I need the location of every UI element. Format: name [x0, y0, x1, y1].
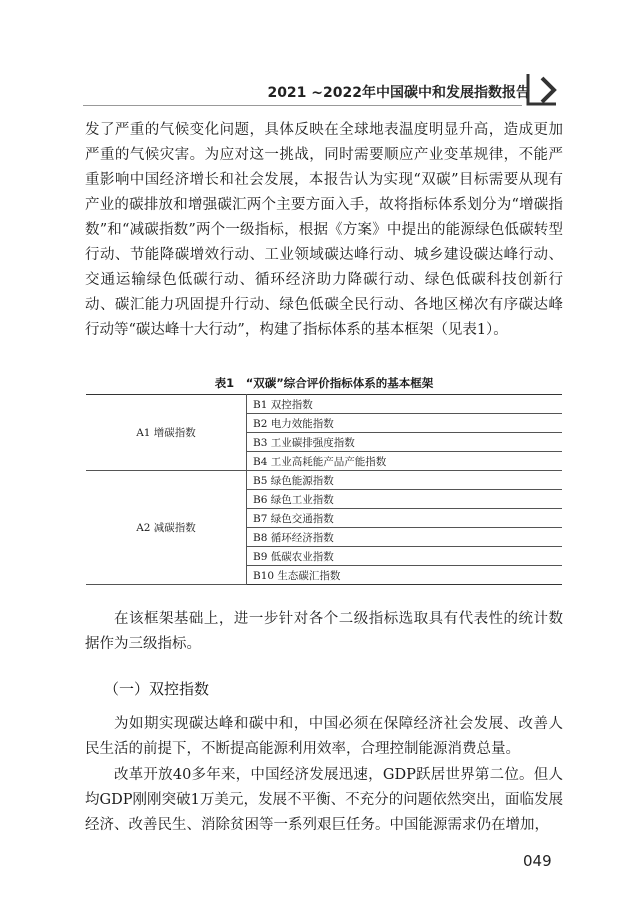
report-logo-icon: [520, 68, 564, 108]
paragraph-intro: 发了严重的气候变化问题，具体反映在全球地表温度明显升高，造成更加严重的气候灾害。为应对这一挑战，同时需要顺应产业变革规律，不能严重影响中国经济增长和社会发展，本报告认为实现“双碳”目标需要从现有产业的碳排放和增强碳汇两个主要方面入手，故将指标体系划分为“增碳指数”和“减碳指数”两个一级指标，根据《方案》中提出的能源绿色低碳转型行动、节能降碳增效行动、工业领域碳达峰行动、城乡建设碳达峰行动、交通运输绿色低碳行动、循环经济助力降碳行动、绿色低碳科技创新行动、碳汇能力巩固提升行动、绿色低碳全民行动、各地区梯次有序碳达峰行动等“碳达峰十大行动”，构建了指标体系的基本框架（见表1）。: [85, 122, 563, 338]
table-cell: B4 工业高耗能产品产能指数: [247, 452, 563, 471]
table-cell: B7 绿色交通指数: [247, 509, 563, 528]
running-header-title: 2021 ~2022年中国碳中和发展指数报告: [267, 85, 530, 101]
table-group-a2: A2 减碳指数: [86, 471, 247, 585]
table-cell: B2 电力效能指数: [247, 414, 563, 433]
section-heading: （一）双控指数: [104, 680, 210, 698]
table-row: [86, 395, 562, 414]
table-caption: 表1 “双碳”综合评价指标体系的基本框架: [214, 376, 434, 390]
table-cell: B1 双控指数: [247, 395, 563, 414]
paragraph-dual-control: 为如期实现碳达峰和碳中和，中国必须在保障经济社会发展、改善人民生活的前提下，不断提高能源利用效率，合理控制能源消费总量。: [85, 716, 563, 757]
paragraph-framework-note: 在该框架基础上，进一步针对各个二级指标选取具有代表性的统计数据作为三级指标。: [85, 611, 563, 652]
table-cell: B3 工业碳排强度指数: [247, 433, 563, 452]
table-cell: B6 绿色工业指数: [247, 490, 563, 509]
table-cell: B10 生态碳汇指数: [247, 566, 563, 585]
paragraph-reform: 改革开放40多年来，中国经济发展迅速，GDP跃居世界第二位。但人均GDP刚刚突破1万美元，发展不平衡、不充分的问题依然突出，面临发展经济、改善民生、消除贫困等一系列艰巨任务。中国能源需求仍在增加，: [85, 767, 563, 833]
table-cell: B8 循环经济指数: [247, 528, 563, 547]
page-number: 049: [523, 852, 552, 870]
framework-table: [86, 394, 562, 585]
table-cell: B9 低碳农业指数: [247, 547, 563, 566]
table-cell: B5 绿色能源指数: [247, 471, 563, 490]
header-rule: [83, 105, 522, 106]
running-header: [0, 62, 640, 102]
table-row: [86, 471, 562, 490]
table-group-a1: A1 增碳指数: [86, 395, 247, 471]
